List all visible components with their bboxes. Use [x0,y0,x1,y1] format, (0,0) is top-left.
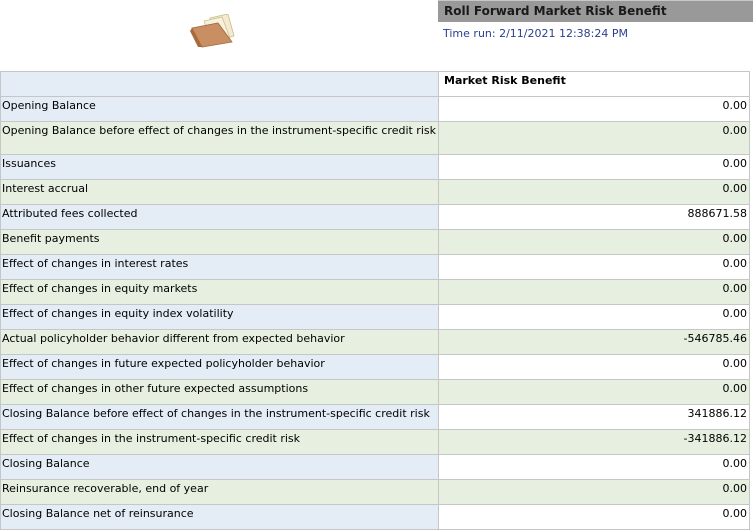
table-row [1,330,750,355]
table-row [1,405,750,430]
row-value: 0.00 [439,230,750,255]
row-label: Effect of changes in equity index volatility [1,305,439,330]
row-value: 0.00 [439,480,750,505]
row-value: 341886.12 [439,405,750,430]
row-label: Closing Balance [1,455,439,480]
row-label: Opening Balance before effect of changes in the instrument-specific credit risk [1,122,439,155]
table-row [1,230,750,255]
row-value: 0.00 [439,180,750,205]
table-row [1,455,750,480]
table-row [1,430,750,455]
table-row [1,480,750,505]
row-value: -546785.46 [439,330,750,355]
table-row [1,122,750,155]
row-value: 0.00 [439,505,750,530]
table-row [1,280,750,305]
row-value: 0.00 [439,255,750,280]
report-title-bar [438,0,753,22]
row-label: Closing Balance net of reinsurance [1,505,439,530]
row-value: 0.00 [439,122,750,155]
table-row [1,205,750,230]
table-row [1,505,750,530]
row-label: Interest accrual [1,180,439,205]
row-label: Closing Balance before effect of changes in the instrument-specific credit risk [1,405,439,430]
row-label: Effect of changes in other future expected assumptions [1,380,439,405]
row-label: Benefit payments [1,230,439,255]
row-label: Reinsurance recoverable, end of year [1,480,439,505]
table-row [1,255,750,280]
column-header-market-risk-benefit: Market Risk Benefit [439,72,750,97]
table-row [1,305,750,330]
table-row [1,180,750,205]
row-value: 888671.58 [439,205,750,230]
row-label: Issuances [1,155,439,180]
row-label: Actual policyholder behavior different from expected behavior [1,330,439,355]
row-label: Effect of changes in the instrument-specific credit risk [1,430,439,455]
row-value: -341886.12 [439,430,750,455]
header-corner-cell [1,72,439,97]
row-value: 0.00 [439,380,750,405]
row-label: Attributed fees collected [1,205,439,230]
time-run-label: Time run: 2/11/2021 12:38:24 PM [443,27,629,40]
row-value: 0.00 [439,97,750,122]
table-row [1,355,750,380]
row-label: Effect of changes in equity markets [1,280,439,305]
row-label: Effect of changes in future expected policyholder behavior [1,355,439,380]
folder-documents-icon [188,14,244,48]
row-value: 0.00 [439,355,750,380]
row-label: Opening Balance [1,97,439,122]
table-row [1,380,750,405]
row-value: 0.00 [439,155,750,180]
table-row [1,155,750,180]
row-value: 0.00 [439,305,750,330]
report-title: Roll Forward Market Risk Benefit [444,4,667,18]
table-header-row [1,72,750,97]
roll-forward-table [0,71,750,530]
row-value: 0.00 [439,455,750,480]
table-row [1,97,750,122]
row-label: Effect of changes in interest rates [1,255,439,280]
row-value: 0.00 [439,280,750,305]
